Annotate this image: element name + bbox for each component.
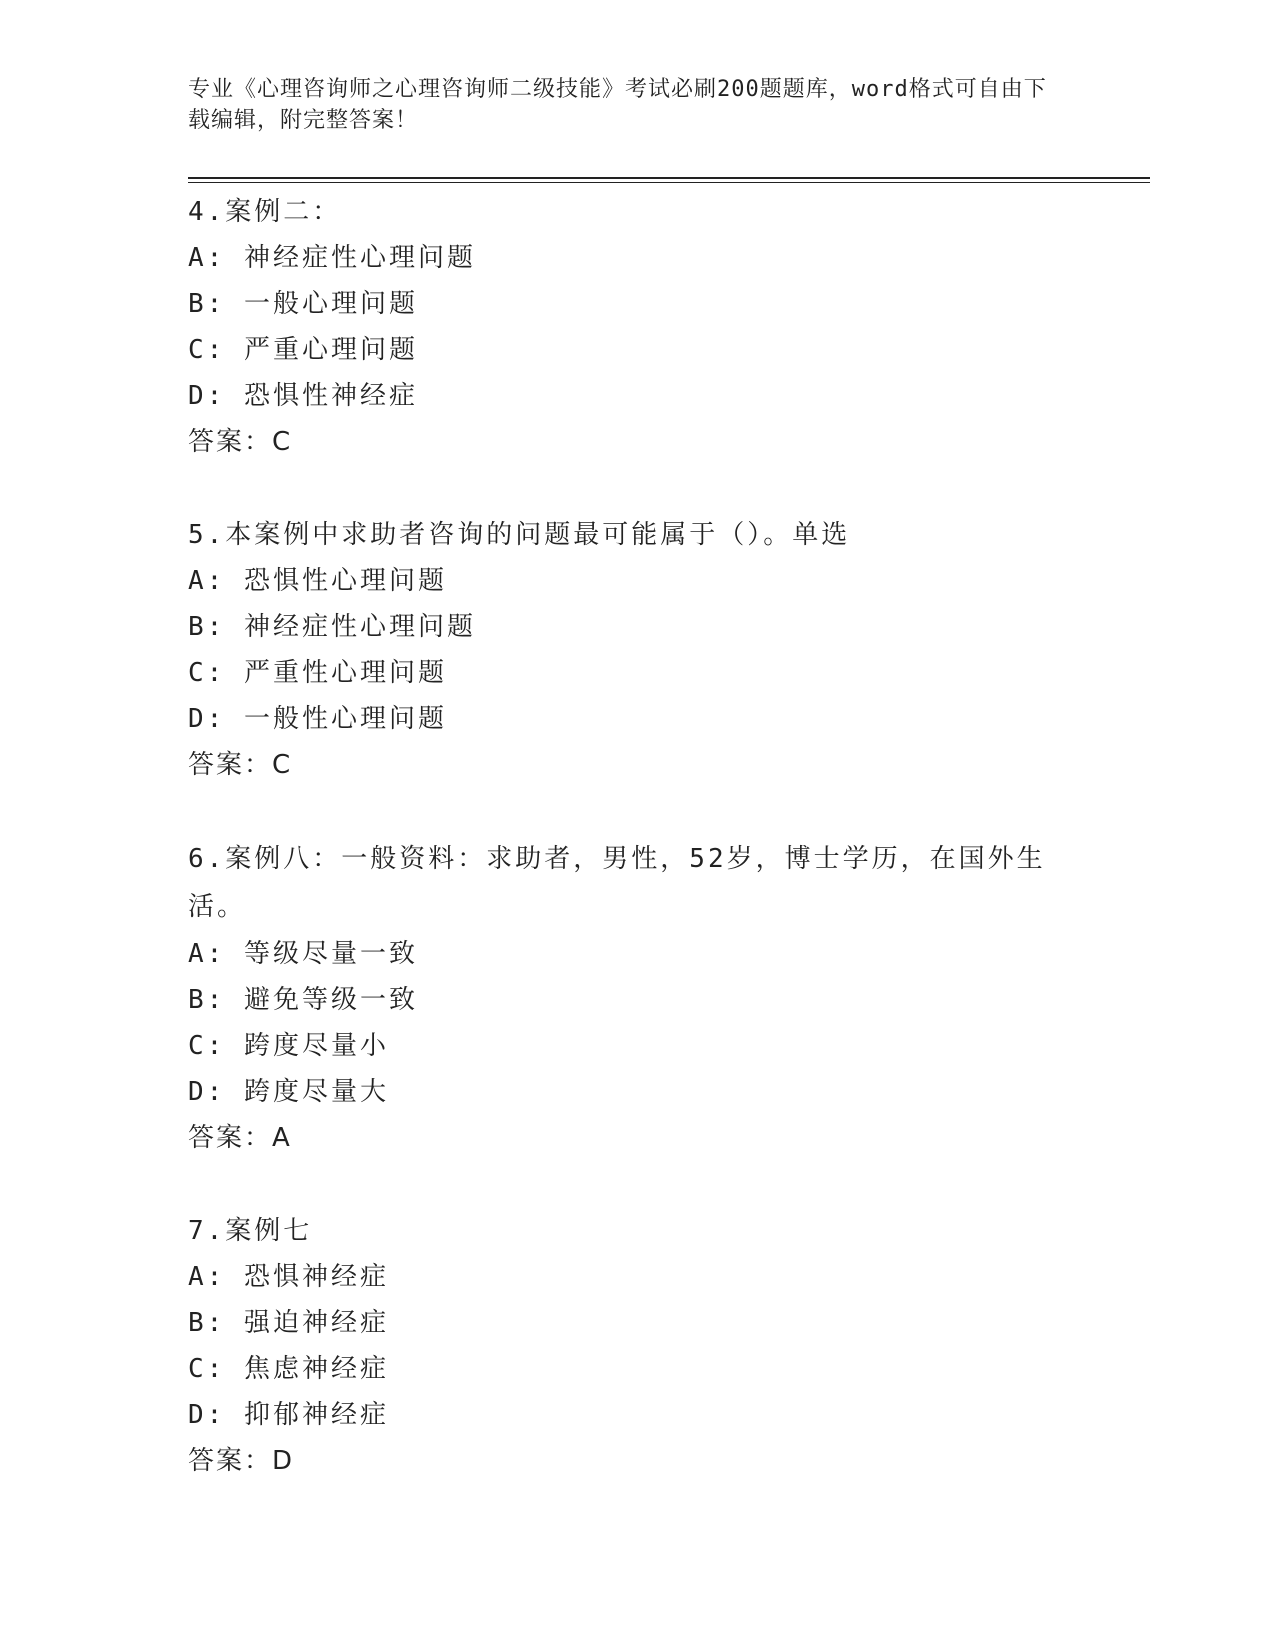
answer: 答案：D bbox=[188, 1446, 295, 1476]
question-list bbox=[188, 189, 1088, 1531]
question-stem: 7.案例七 bbox=[188, 1216, 313, 1246]
option-c: C: 严重心理问题 bbox=[188, 335, 418, 365]
question-7 bbox=[188, 1208, 1088, 1484]
option-d: D: 恐惧性神经症 bbox=[188, 381, 418, 411]
option-c: C: 跨度尽量小 bbox=[188, 1031, 389, 1061]
option-a: A: 等级尽量一致 bbox=[188, 939, 418, 969]
option-d: D: 抑郁神经症 bbox=[188, 1400, 389, 1430]
option-b: B: 强迫神经症 bbox=[188, 1308, 389, 1338]
option-c: C: 严重性心理问题 bbox=[188, 658, 447, 688]
document-header: 专业《心理咨询师之心理咨询师二级技能》考试必刷200题题库，word格式可自由下载编辑，附完整答案！ bbox=[188, 77, 1047, 133]
option-d: D: 跨度尽量大 bbox=[188, 1077, 389, 1107]
option-b: B: 神经症性心理问题 bbox=[188, 612, 476, 642]
question-6 bbox=[188, 835, 1088, 1161]
question-4 bbox=[188, 189, 1088, 465]
option-c: C: 焦虑神经症 bbox=[188, 1354, 389, 1384]
answer: 答案：A bbox=[188, 1123, 292, 1153]
header-rule-thin bbox=[188, 182, 1150, 183]
question-5 bbox=[188, 512, 1088, 788]
question-stem: 6.案例八：一般资料：求助者，男性，52岁，博士学历，在国外生活。 bbox=[188, 844, 1046, 922]
option-b: B: 避免等级一致 bbox=[188, 985, 418, 1015]
answer: 答案：C bbox=[188, 427, 293, 457]
option-a: A: 恐惧神经症 bbox=[188, 1262, 389, 1292]
option-b: B: 一般心理问题 bbox=[188, 289, 418, 319]
option-a: A: 神经症性心理问题 bbox=[188, 243, 476, 273]
answer: 答案：C bbox=[188, 750, 293, 780]
header-rule-thick bbox=[188, 177, 1150, 179]
option-a: A: 恐惧性心理问题 bbox=[188, 566, 447, 596]
option-d: D: 一般性心理问题 bbox=[188, 704, 447, 734]
question-stem: 5.本案例中求助者咨询的问题最可能属于（）。单选 bbox=[188, 520, 851, 550]
question-stem: 4.案例二： bbox=[188, 197, 342, 227]
